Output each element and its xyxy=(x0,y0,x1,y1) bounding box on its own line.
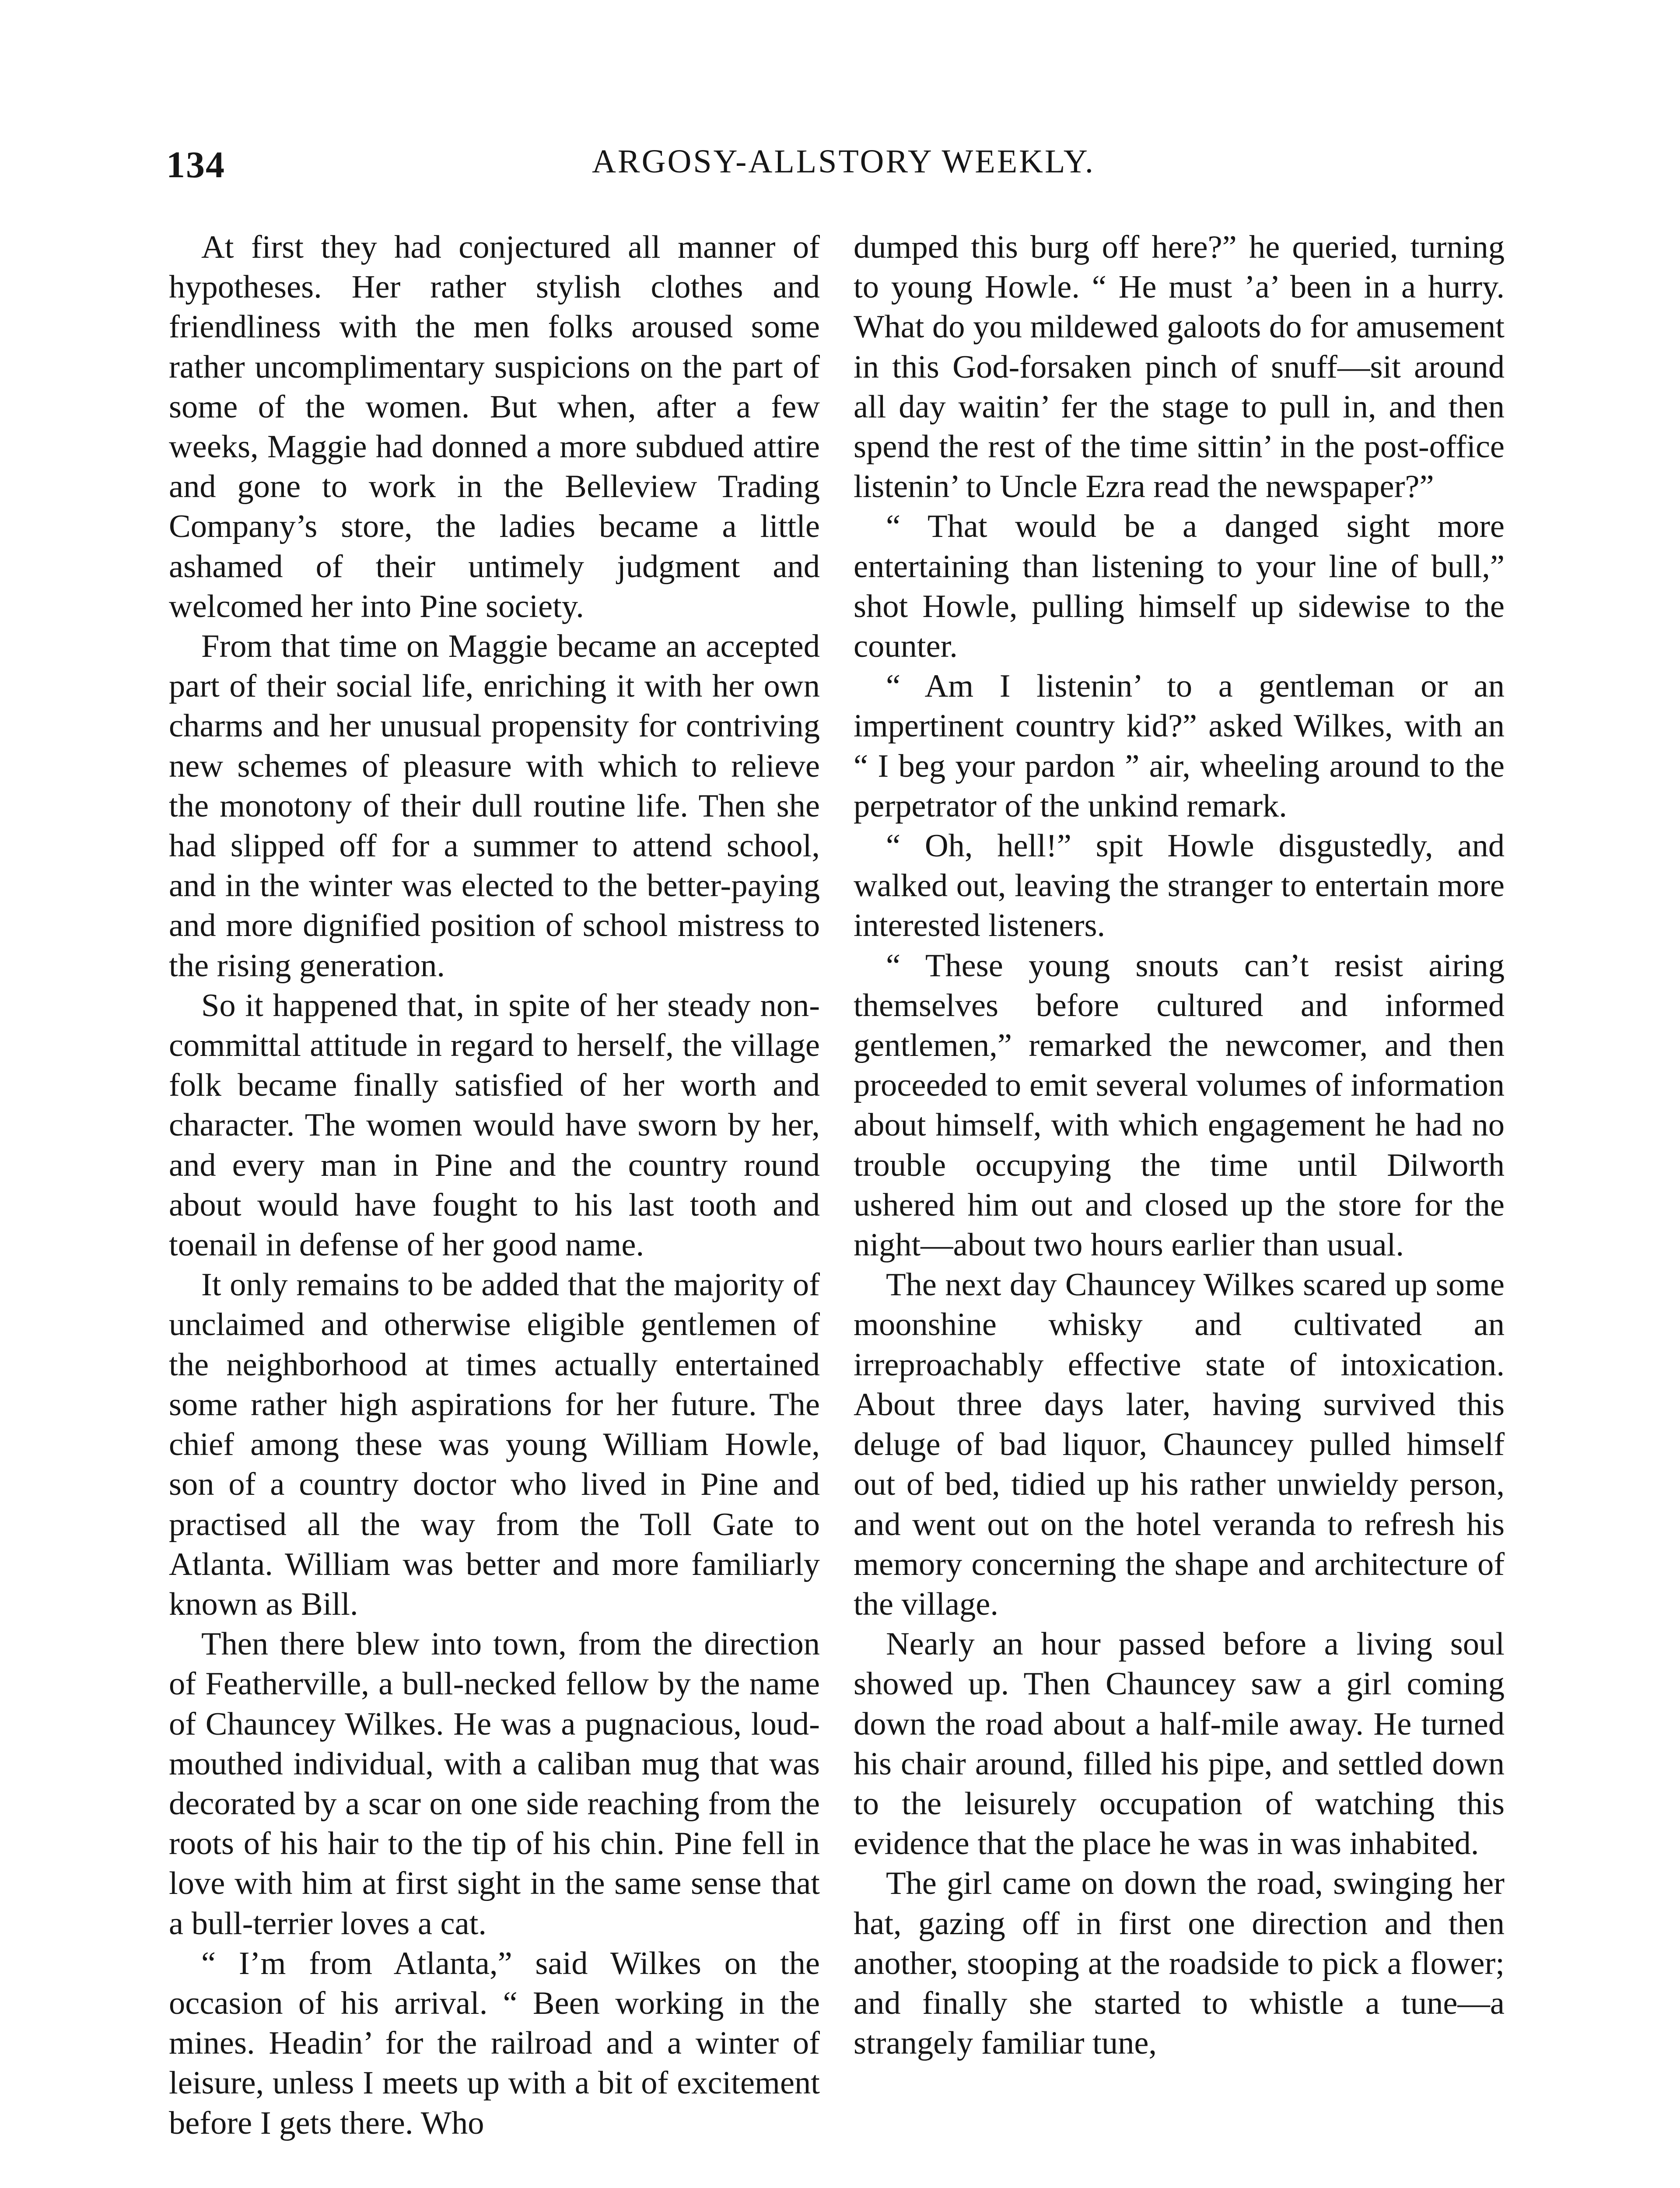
paragraph: “ I’m from Atlanta,” said Wilkes on the occasion of his arrival. “ Been working in the mines. Headin’ for the railroad and a winter of leisure, unless I meets up with a bit of excitement before I gets there. Who xyxy=(169,1945,820,2141)
running-head: ARGOSY-ALLSTORY WEEKLY. xyxy=(592,143,1095,180)
paragraph-continuation: dumped this burg off here?” he queried, turning to young Howle. “ He must ’a’ been in a hurry. What do you mildewed galoots do for amusement in this God-forsaken pinch of snuff—sit around all day waitin’ fer the stage to pull in, and then spend the rest of the time sittin’ in the post-office listenin’ to Uncle Ezra read the newspaper?” xyxy=(854,229,1505,505)
paragraph: From that time on Maggie became an accepted part of their social life, enriching it with her own charms and her unusual propensity for contriving new schemes of pleasure with which to relieve the monotony of their dull routine life. Then she had slipped off for a summer to attend school, and in the winter was elected to the better-paying and more dignified position of school mistress to the rising generation. xyxy=(169,628,820,984)
paragraph: “ These young snouts can’t resist airing themselves before cultured and informed gentlemen,” remarked the newcomer, and then proceeded to emit several volumes of information about himself, with which engagement he had no trouble occupying the time until Dilworth ushered him out and closed up the store for the night—about two hours earlier than usual. xyxy=(854,947,1505,1263)
paragraph: “ That would be a danged sight more entertaining than listening to your line of bull,” shot Howle, pulling himself up sidewise to the counter. xyxy=(854,508,1505,665)
paragraph: So it happened that, in spite of her steady non-committal attitude in regard to herself, the village folk became finally satisfied of her worth and character. The women would have sworn by her, and every man in Pine and the country round about would have fought to his last tooth and toenail in defense of her good name. xyxy=(169,987,820,1263)
paragraph: Nearly an hour passed before a living soul showed up. Then Chauncey saw a girl coming down the road about a half-mile away. He turned his chair around, filled his pipe, and settled down to the leisurely occupation of watching this evidence that the place he was in was inhabited. xyxy=(854,1626,1505,1862)
left-column xyxy=(169,228,820,2143)
page-header xyxy=(166,143,1521,191)
paragraph: “ Oh, hell!” spit Howle disgustedly, and walked out, leaving the stranger to entertain more interested listeners. xyxy=(854,828,1505,944)
paragraph: The girl came on down the road, swinging her hat, gazing off in first one direction and then another, stooping at the roadside to pick a flower; and finally she started to whistle a tune—a strangely familiar tune, xyxy=(854,1865,1505,2062)
paragraph: The next day Chauncey Wilkes scared up some moonshine whisky and cultivated an irreproachably effective state of intoxication. About three days later, having survived this deluge of bad liquor, Chauncey pulled himself out of bed, tidied up his rather unwieldy person, and went out on the hotel veranda to refresh his memory concerning the shape and architecture of the village. xyxy=(854,1267,1505,1622)
paragraph: Then there blew into town, from the direction of Featherville, a bull-necked fellow by the name of Chauncey Wilkes. He was a pugnacious, loud-mouthed individual, with a caliban mug that was decorated by a scar on one side reaching from the roots of his hair to the tip of his chin. Pine fell in love with him at first sight in the same sense that a bull-terrier loves a cat. xyxy=(169,1626,820,1942)
right-column xyxy=(854,228,1505,2063)
paragraph: It only remains to be added that the majority of unclaimed and otherwise eligible gentlemen of the neighborhood at times actually entertained some rather high aspirations for her future. The chief among these was young William Howle, son of a country doctor who lived in Pine and practised all the way from the Toll Gate to Atlanta. William was better and more familiarly known as Bill. xyxy=(169,1267,820,1622)
page-number: 134 xyxy=(166,144,225,186)
paragraph: At first they had conjectured all manner of hypotheses. Her rather stylish clothes and friendliness with the men folks aroused some rather uncomplimentary suspicions on the part of some of the women. But when, after a few weeks, Maggie had donned a more subdued attire and gone to work in the Belleview Trading Company’s store, the ladies became a little ashamed of their untimely judgment and welcomed her into Pine society. xyxy=(169,229,820,624)
paragraph: “ Am I listenin’ to a gentleman or an impertinent country kid?” asked Wilkes, with an “ I beg your pardon ” air, wheeling around to the perpetrator of the unkind remark. xyxy=(854,668,1505,824)
